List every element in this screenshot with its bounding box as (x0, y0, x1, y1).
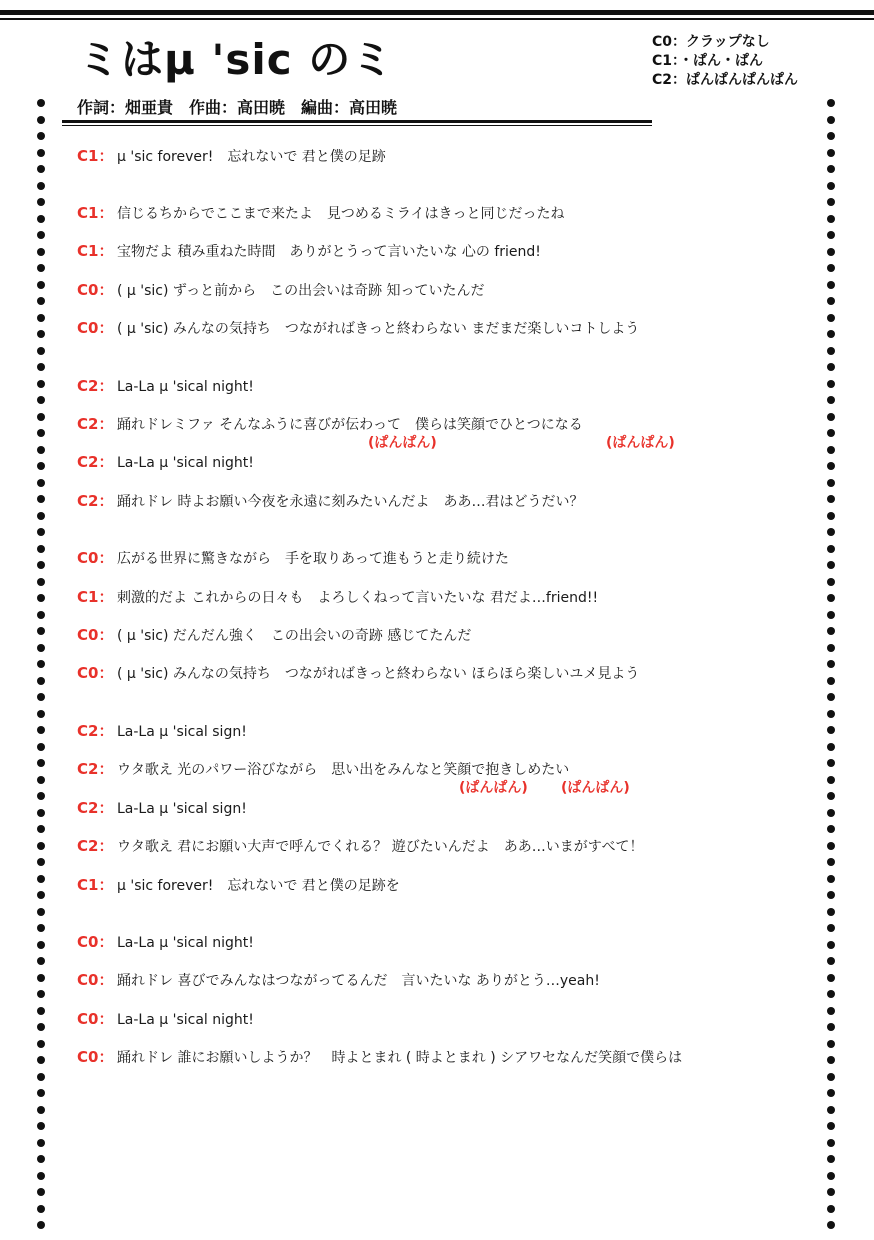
lyric-text: ( μ 'sic) ずっと前から この出会いは奇跡 知っていたんだ (117, 283, 485, 299)
lyric-text: ウタ歌え 光のパワー浴びながら 思い出をみんなと笑顔で抱きしめたい (117, 762, 570, 778)
border-dot (37, 726, 45, 734)
lyric-line (77, 587, 598, 608)
border-dot (827, 1106, 835, 1114)
border-dot (827, 677, 835, 685)
call-tag: C0： (77, 971, 114, 989)
border-dot (827, 974, 835, 982)
border-dot (37, 792, 45, 800)
border-dot (37, 710, 45, 718)
border-dot (827, 1205, 835, 1213)
border-dot (37, 314, 45, 322)
border-dot (827, 924, 835, 932)
lyric-line (77, 376, 254, 397)
call-tag: C2： (77, 415, 114, 433)
call-tag: C2： (77, 492, 114, 510)
lyric-line (77, 146, 386, 167)
border-dot (37, 528, 45, 536)
lyric-line (77, 203, 564, 224)
lyric-text: 踊れドレ 喜びでみんなはつながってるんだ 言いたいな ありがとう…yeah! (117, 973, 600, 989)
border-dot (37, 363, 45, 371)
border-dot (827, 297, 835, 305)
border-dot (37, 1172, 45, 1180)
border-dot (827, 825, 835, 833)
lyric-line (77, 1047, 682, 1068)
border-dot (37, 1040, 45, 1048)
border-dot (37, 611, 45, 619)
border-dot (827, 446, 835, 454)
border-dot (827, 429, 835, 437)
top-rule-thick (0, 10, 874, 15)
border-dot (37, 330, 45, 338)
border-dot (37, 1139, 45, 1147)
border-dot (37, 264, 45, 272)
border-dot (827, 1007, 835, 1015)
call-tag: C2： (77, 760, 114, 778)
lyric-text: 踊れドレ 時よお願い今夜を永遠に刻みたいんだよ ああ…君はどうだい？ (117, 494, 584, 510)
border-dot (827, 281, 835, 289)
border-dot (827, 891, 835, 899)
border-dot (827, 990, 835, 998)
border-dot (37, 165, 45, 173)
lyric-line (77, 932, 254, 953)
border-dot (827, 545, 835, 553)
border-dot (827, 578, 835, 586)
call-tag: C1： (77, 876, 114, 894)
border-dot (37, 677, 45, 685)
call-tag: C0： (77, 1010, 114, 1028)
border-dot (37, 1106, 45, 1114)
border-dot (827, 1221, 835, 1229)
lyric-text: 踊れドレミファ そんなふうに喜びが伝わって 僕らは笑顔でひとつになる (117, 417, 583, 433)
border-dot (827, 363, 835, 371)
border-dot (827, 248, 835, 256)
lyric-line (77, 836, 643, 857)
border-dot (37, 215, 45, 223)
lyric-text: μ 'sic forever! 忘れないで 君と僕の足跡を (117, 878, 400, 894)
border-dot (37, 446, 45, 454)
border-dot (37, 941, 45, 949)
border-dot (37, 776, 45, 784)
lyric-line (77, 318, 639, 339)
border-dot (37, 462, 45, 470)
lyric-text: 踊れドレ 誰にお願いしようか？ 時よとまれ ( 時よとまれ ) シアワセなんだ笑顔で僕らは (117, 1050, 683, 1066)
lyric-line (77, 548, 509, 569)
border-dot (37, 429, 45, 437)
border-dot (37, 990, 45, 998)
call-annotation: (ぱんぱん) (606, 435, 675, 451)
border-dot (827, 182, 835, 190)
border-dot (37, 644, 45, 652)
border-dot (827, 1073, 835, 1081)
call-tag: C2： (77, 799, 114, 817)
legend-c1: C1：・ぱん・ぱん (652, 53, 764, 69)
lyric-text: 広がる世界に驚きながら 手を取りあって進もうと走り続けた (117, 551, 509, 567)
border-dot (827, 842, 835, 850)
border-dot (37, 495, 45, 503)
border-dot (37, 1205, 45, 1213)
border-dot (827, 495, 835, 503)
border-dot (37, 99, 45, 107)
lyric-line (77, 875, 400, 896)
border-dot (37, 413, 45, 421)
border-dot (827, 528, 835, 536)
lyric-line (77, 759, 569, 780)
border-dot (827, 413, 835, 421)
lyric-line (77, 414, 583, 435)
border-dot (827, 693, 835, 701)
border-dot (37, 1056, 45, 1064)
border-dot (37, 759, 45, 767)
border-dot (37, 198, 45, 206)
lyric-text: 刺激的だよ これからの日々も よろしくねって言いたいな 君だよ…friend!! (117, 590, 599, 606)
border-dot (827, 1139, 835, 1147)
border-dot (827, 957, 835, 965)
border-dot (37, 545, 45, 553)
border-dot (827, 165, 835, 173)
border-dot (37, 396, 45, 404)
left-dot-border (37, 99, 47, 1234)
lyric-text: μ 'sic forever! 忘れないで 君と僕の足跡 (117, 149, 386, 165)
border-dot (827, 726, 835, 734)
lyric-text: ( μ 'sic) だんだん強く この出会いの奇跡 感じてたんだ (117, 628, 472, 644)
lyric-text: La-La μ 'sical night! (117, 935, 254, 951)
border-dot (827, 1188, 835, 1196)
credits-rule-thin (62, 125, 652, 126)
lyric-text: La-La μ 'sical night! (117, 455, 254, 471)
lyric-line (77, 663, 639, 684)
border-dot (827, 479, 835, 487)
border-dot (37, 957, 45, 965)
border-dot (827, 1155, 835, 1163)
border-dot (37, 743, 45, 751)
lyric-line (77, 798, 247, 819)
lyric-line (77, 452, 254, 473)
call-annotation: (ぱんぱん) (561, 780, 630, 796)
border-dot (827, 941, 835, 949)
border-dot (37, 149, 45, 157)
border-dot (37, 825, 45, 833)
border-dot (827, 1172, 835, 1180)
call-tag: C2： (77, 722, 114, 740)
lyric-line (77, 721, 247, 742)
border-dot (37, 809, 45, 817)
lyric-text: 信じるちからでここまで来たよ 見つめるミライはきっと同じだったね (117, 206, 565, 222)
lyric-text: La-La μ 'sical night! (117, 1012, 254, 1028)
song-title: ミはμ 'sic のミ (78, 35, 395, 84)
call-tag: C0： (77, 1048, 114, 1066)
call-tag: C0： (77, 549, 114, 567)
lyric-line (77, 625, 471, 646)
call-tag: C0： (77, 664, 114, 682)
call-tag: C0： (77, 319, 114, 337)
border-dot (37, 1188, 45, 1196)
border-dot (37, 132, 45, 140)
border-dot (37, 594, 45, 602)
border-dot (827, 627, 835, 635)
border-dot (37, 924, 45, 932)
border-dot (827, 264, 835, 272)
call-annotation: (ぱんぱん) (368, 435, 437, 451)
call-tag: C2： (77, 377, 114, 395)
border-dot (37, 248, 45, 256)
call-tag: C1： (77, 588, 114, 606)
border-dot (37, 875, 45, 883)
song-credits: 作詞：畑亜貴 作曲：高田暁 編曲：高田暁 (77, 98, 398, 117)
border-dot (827, 644, 835, 652)
border-dot (37, 842, 45, 850)
lyric-line (77, 970, 600, 991)
border-dot (37, 1155, 45, 1163)
call-tag: C1： (77, 204, 114, 222)
call-tag: C1： (77, 147, 114, 165)
border-dot (827, 759, 835, 767)
legend-c0: C0：クラップなし (652, 34, 770, 50)
call-tag: C1： (77, 242, 114, 260)
call-tag: C0： (77, 933, 114, 951)
border-dot (827, 99, 835, 107)
lyric-line (77, 280, 485, 301)
border-dot (37, 693, 45, 701)
lyric-line (77, 241, 541, 262)
border-dot (37, 479, 45, 487)
border-dot (827, 347, 835, 355)
border-dot (37, 231, 45, 239)
border-dot (827, 809, 835, 817)
lyric-line (77, 1009, 254, 1030)
border-dot (827, 858, 835, 866)
lyric-line (77, 491, 583, 512)
lyric-text: 宝物だよ 積み重ねた時間 ありがとうって言いたいな 心の friend! (117, 244, 541, 260)
call-tag: C2： (77, 837, 114, 855)
border-dot (827, 1023, 835, 1031)
border-dot (827, 1089, 835, 1097)
call-tag: C0： (77, 626, 114, 644)
border-dot (827, 330, 835, 338)
border-dot (827, 792, 835, 800)
border-dot (37, 512, 45, 520)
border-dot (37, 182, 45, 190)
border-dot (37, 974, 45, 982)
border-dot (827, 149, 835, 157)
border-dot (37, 1089, 45, 1097)
border-dot (827, 594, 835, 602)
border-dot (827, 132, 835, 140)
lyric-text: La-La μ 'sical sign! (117, 724, 247, 740)
border-dot (827, 1122, 835, 1130)
border-dot (827, 231, 835, 239)
border-dot (827, 776, 835, 784)
lyric-text: La-La μ 'sical night! (117, 379, 254, 395)
border-dot (827, 198, 835, 206)
border-dot (37, 1073, 45, 1081)
border-dot (827, 215, 835, 223)
border-dot (37, 380, 45, 388)
border-dot (827, 743, 835, 751)
border-dot (827, 116, 835, 124)
border-dot (37, 297, 45, 305)
border-dot (827, 611, 835, 619)
border-dot (37, 578, 45, 586)
border-dot (37, 281, 45, 289)
right-dot-border (827, 99, 837, 1234)
border-dot (827, 710, 835, 718)
border-dot (37, 1221, 45, 1229)
border-dot (827, 660, 835, 668)
credits-rule-thick (62, 120, 652, 123)
call-tag: C0： (77, 281, 114, 299)
border-dot (827, 908, 835, 916)
border-dot (827, 1056, 835, 1064)
border-dot (37, 1122, 45, 1130)
legend-c2: C2：ぱんぱんぱんぱん (652, 72, 799, 88)
border-dot (827, 875, 835, 883)
border-dot (37, 627, 45, 635)
border-dot (37, 660, 45, 668)
border-dot (827, 1040, 835, 1048)
call-legend (652, 33, 798, 90)
border-dot (827, 396, 835, 404)
lyric-text: ( μ 'sic) みんなの気持ち つながればきっと終わらない まだまだ楽しいコトしよう (117, 321, 640, 337)
border-dot (37, 1007, 45, 1015)
call-tag: C2： (77, 453, 114, 471)
lyric-text: ( μ 'sic) みんなの気持ち つながればきっと終わらない ほらほら楽しいユメ見よう (117, 666, 640, 682)
border-dot (37, 1023, 45, 1031)
border-dot (827, 314, 835, 322)
border-dot (827, 512, 835, 520)
top-rule-thin (0, 18, 874, 20)
border-dot (827, 380, 835, 388)
border-dot (37, 561, 45, 569)
call-annotation: (ぱんぱん) (459, 780, 528, 796)
border-dot (37, 347, 45, 355)
border-dot (37, 908, 45, 916)
border-dot (37, 858, 45, 866)
lyric-text: ウタ歌え 君にお願い大声で呼んでくれる？ 遊びたいんだよ ああ…いまがすべて！ (117, 839, 644, 855)
border-dot (37, 116, 45, 124)
lyric-text: La-La μ 'sical sign! (117, 801, 247, 817)
border-dot (37, 891, 45, 899)
border-dot (827, 462, 835, 470)
border-dot (827, 561, 835, 569)
